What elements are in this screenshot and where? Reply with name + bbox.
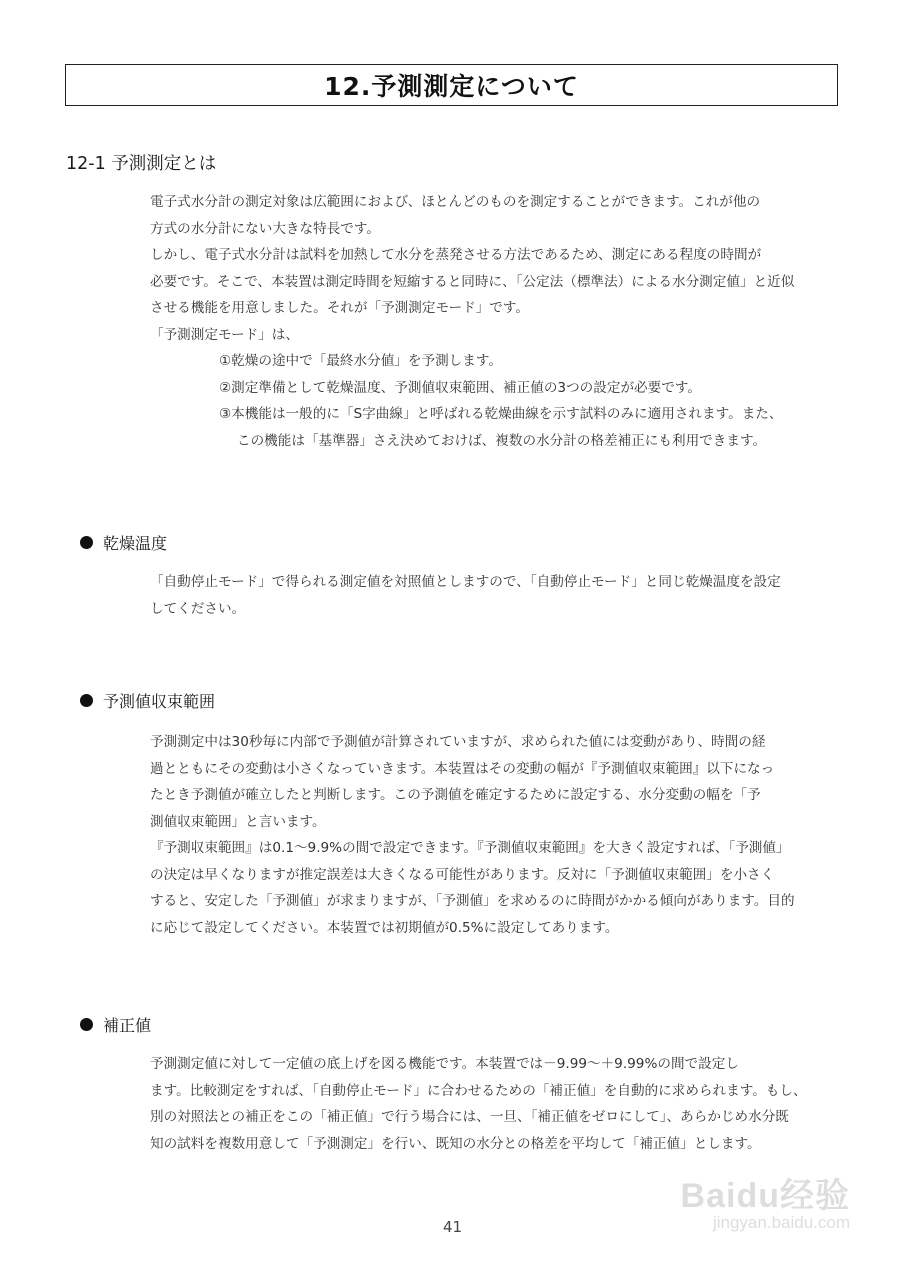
watermark-url: jingyan.baidu.com — [712, 1213, 850, 1232]
drying-temp-paragraph — [150, 569, 830, 622]
correction-line: 知の試料を複数用意して「予測測定」を行い、既知の水分との格差を平均して「補正値」とします。 — [150, 1135, 761, 1152]
baidu-watermark — [660, 1168, 850, 1238]
convergence-line: に応じて設定してください。本装置では初期値が0.5%に設定してあります。 — [150, 919, 619, 936]
intro-line: 必要です。そこで、本装置は測定時間を短縮すると同時に、「公定法（標準法）による水分測定値」と近似 — [150, 273, 795, 290]
intro-item-3: ③本機能は一般的に「S字曲線」と呼ばれる乾燥曲線を示す試料のみに適用されます。また、 — [219, 406, 783, 422]
watermark-logo: Baidu经验 — [680, 1177, 850, 1215]
intro-line: させる機能を用意しました。それが「予測測定モード」です。 — [150, 300, 529, 316]
correction-line: ます。比較測定をすれば、「自動停止モード」に合わせるための「補正値」を自動的に求められます。もし、 — [150, 1082, 807, 1099]
correction-heading — [80, 1013, 151, 1036]
chapter-title: 12.予測測定について — [324, 72, 579, 101]
chapter-title-box — [65, 64, 838, 106]
intro-item-2: ②測定準備として乾燥温度、予測値収束範囲、補正値の3つの設定が必要です。 — [219, 379, 701, 396]
convergence-paragraph — [150, 729, 830, 941]
intro-line: 「予測測定モード」は、 — [150, 326, 299, 343]
intro-line: しかし、電子式水分計は試料を加熱して水分を蒸発させる方法であるため、測定にある程度の時間が — [150, 247, 762, 263]
convergence-line: たとき予測値が確立したと判断します。この予測値を確定するために設定する、水分変動の幅を「予 — [150, 787, 761, 803]
bullet-icon — [80, 1018, 93, 1031]
drying-temp-heading — [80, 531, 167, 554]
drying-temp-heading-text: 乾燥温度 — [103, 534, 168, 553]
convergence-line: 『予測収束範囲』は0.1～9.9%の間で設定できます。『予測値収束範囲』を大きく設定すれば、「予測値」 — [150, 840, 790, 856]
convergence-line: 測値収束範囲」と言います。 — [150, 813, 326, 830]
convergence-line: の決定は早くなりますが推定誤差は大きくなる可能性があります。反対に「予測値収束範囲」を小さく — [150, 866, 775, 883]
section-title: 12-1 予測測定とは — [66, 154, 217, 174]
convergence-line: すると、安定した「予測値」が求まりますが、「予測値」を求めるのに時間がかかる傾向があります。目的 — [150, 893, 795, 909]
correction-line: 予測測定値に対して一定値の底上げを図る機能です。本装置では－9.99～＋9.99%の間で設定し — [150, 1056, 739, 1072]
correction-line: 別の対照法との補正をこの「補正値」で行う場合には、一旦、「補正値をゼロにして」、あらかじめ水分既 — [150, 1109, 789, 1125]
intro-line: 方式の水分計にない大きな特長です。 — [150, 220, 381, 237]
intro-item-3-cont: この機能は「基準器」さえ決めておけば、複数の水分計の格差補正にも利用できます。 — [237, 432, 767, 449]
drying-temp-line: 「自動停止モード」で得られる測定値を対照値としますので、「自動停止モード」と同じ乾燥温度を設定 — [150, 574, 781, 590]
intro-line: 電子式水分計の測定対象は広範囲におよび、ほとんどのものを測定することができます。これが他の — [150, 194, 761, 210]
intro-list — [219, 348, 819, 454]
intro-paragraph — [150, 189, 830, 348]
drying-temp-line: してください。 — [150, 600, 246, 617]
convergence-line: 予測測定中は30秒毎に内部で予測値が計算されていますが、求められた値には変動があり、時間の経 — [150, 734, 766, 750]
page-number: 41 — [442, 1218, 463, 1236]
correction-paragraph — [150, 1051, 830, 1157]
convergence-heading — [80, 689, 215, 712]
intro-item-1: ①乾燥の途中で「最終水分値」を予測します。 — [219, 353, 502, 369]
convergence-line: 過とともにその変動は小さくなっていきます。本装置はその変動の幅が『予測値収束範囲』以下になっ — [150, 760, 775, 777]
convergence-heading-text: 予測値収束範囲 — [103, 692, 216, 711]
bullet-icon — [80, 536, 93, 549]
bullet-icon — [80, 694, 93, 707]
correction-heading-text: 補正値 — [103, 1016, 152, 1035]
